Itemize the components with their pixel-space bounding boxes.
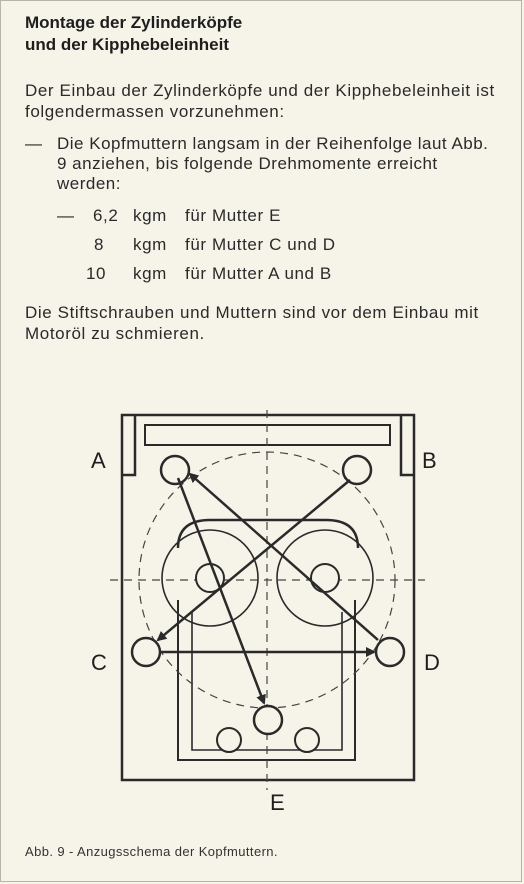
cylinder-head-diagram [0, 390, 524, 830]
torque-unit: kgm [133, 206, 167, 225]
torque-desc: für Mutter A und B [185, 264, 332, 283]
nut-positions [132, 456, 404, 734]
tightening-arrows [158, 474, 378, 703]
torque-unit: kgm [133, 264, 167, 283]
nut-e [254, 706, 282, 734]
nut-a [161, 456, 189, 484]
torque-desc: für Mutter C und D [185, 235, 336, 254]
section-heading [25, 12, 242, 56]
figure-caption: Abb. 9 - Anzugsschema der Kopfmuttern. [25, 844, 278, 859]
label-d: D [424, 650, 440, 675]
heading-line-1: Montage der Zylinderköpfe [25, 13, 243, 32]
label-a: A [91, 448, 106, 473]
torque-dash: — [57, 206, 75, 225]
torque-value: 6,2 [93, 206, 119, 225]
intro-paragraph: Der Einbau der Zylinderköpfe und der Kipphebeleinheit ist folgendermassen vorzunehmen: [25, 81, 495, 121]
step-text: Die Kopfmuttern langsam in der Reihenfolge laut Abb. 9 anziehen, bis folgende Drehmomente erreicht werden: [57, 134, 489, 193]
nut-b [343, 456, 371, 484]
torque-value: 8 [94, 235, 105, 254]
torque-value: 10 [86, 264, 107, 283]
heading-line-2: und der Kipphebeleinheit [25, 35, 230, 54]
nut-c [132, 638, 160, 666]
label-e: E [270, 790, 285, 815]
torque-unit: kgm [133, 235, 167, 254]
label-c: C [91, 650, 107, 675]
label-b: B [422, 448, 437, 473]
nut-d [376, 638, 404, 666]
step-dash: — [25, 134, 43, 153]
lubrication-note: Die Stiftschrauben und Muttern sind vor dem Einbau mit Motoröl zu schmieren. [25, 303, 479, 343]
torque-desc: für Mutter E [185, 206, 282, 225]
